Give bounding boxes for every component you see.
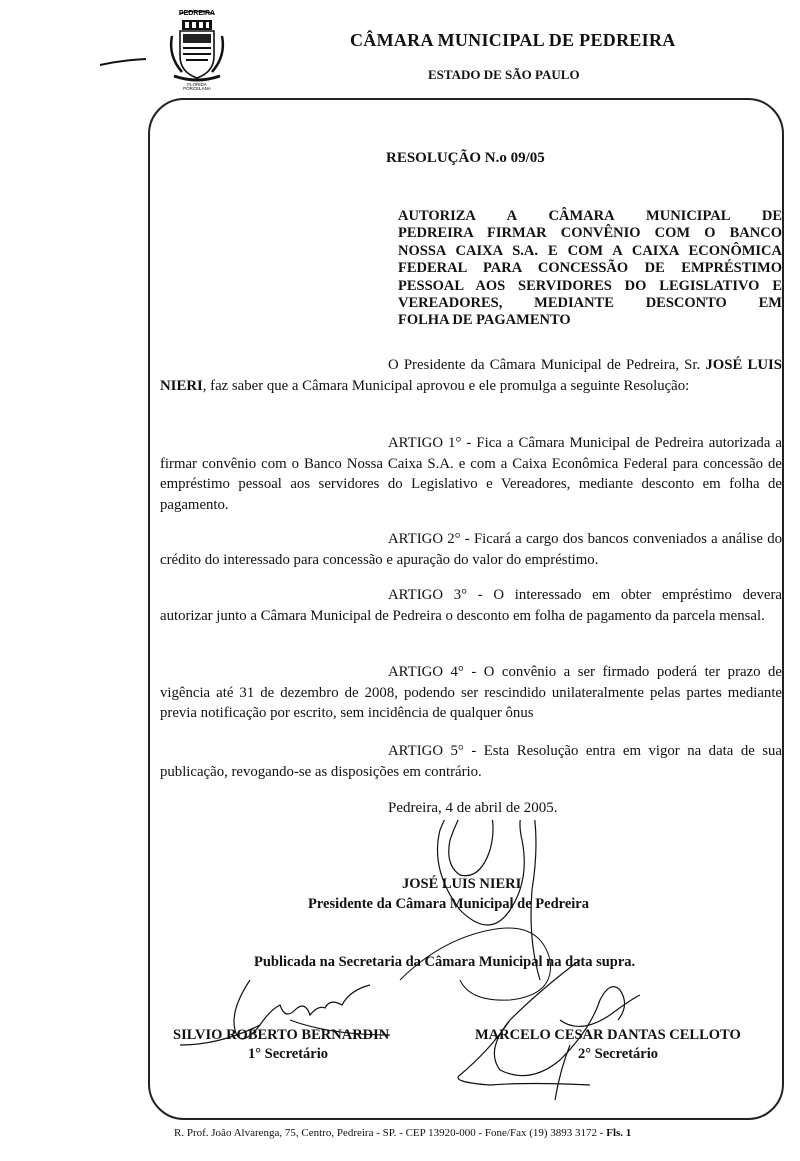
article-4 xyxy=(160,662,782,724)
stray-pen-mark xyxy=(98,56,148,68)
publication-note: Publicada na Secretaria da Câmara Municipal na data supra. xyxy=(254,954,636,970)
article-label: ARTIGO 1° xyxy=(388,435,462,451)
president-role: Presidente da Câmara Municipal de Pedreira xyxy=(308,896,589,912)
article-3 xyxy=(160,585,782,626)
sheet-number: Fls. 1 xyxy=(606,1127,632,1139)
president-name-inline: JOSÉ LUIS NIERI xyxy=(160,357,783,394)
ementa-line: FOLHA DE PAGAMENTO xyxy=(398,312,571,329)
ementa xyxy=(398,208,782,330)
svg-text:PEDREIRA: PEDREIRA xyxy=(178,10,216,17)
ementa-line: PEDREIRA FIRMAR CONVÊNIO COM O BANCO xyxy=(398,225,782,242)
article-5 xyxy=(160,741,782,782)
resolution-title: RESOLUÇÃO N.o 09/05 xyxy=(386,150,545,166)
svg-text:PORCELANA: PORCELANA xyxy=(183,86,211,90)
article-label: ARTIGO 5° xyxy=(388,743,464,759)
article-text: - Esta Resolução entra em vigor na data de sua publicação, revogando-se as disposições em contrário. xyxy=(160,743,782,780)
article-text: - Fica a Câmara Municipal de Pedreira autorizada a firmar convênio com o Banco Nossa Caixa S.A. e com a Caixa Econômica Federal para concessão de empréstimo pessoal aos servidores do Legislativo e Vereadores, mediante desconto em folha de pagamento. xyxy=(160,435,782,513)
article-2 xyxy=(160,529,782,570)
secretary-2-role: 2° Secretário xyxy=(578,1046,659,1062)
ementa-line: AUTORIZA A CÂMARA MUNICIPAL DE xyxy=(398,208,782,224)
footer xyxy=(174,1127,631,1139)
article-1 xyxy=(160,433,782,515)
preamble-start: O Presidente da Câmara Municipal de Pedreira, Sr. xyxy=(388,357,701,373)
header-subtitle: ESTADO DE SÃO PAULO xyxy=(428,67,580,82)
article-label: ARTIGO 2° xyxy=(388,531,461,547)
secretary-1-name: SILVIO ROBERTO BERNARDIN xyxy=(173,1027,390,1043)
ementa-line: VEREADORES, MEDIANTE DESCONTO EM xyxy=(398,295,782,312)
coat-of-arms-logo xyxy=(166,6,228,90)
header-title: CÂMARA MUNICIPAL DE PEDREIRA xyxy=(350,30,676,50)
article-text: - O interessado em obter empréstimo devera autorizar junto a Câmara Municipal de Pedreira o desconto em folha de pagamento da parcela mensal. xyxy=(160,587,782,624)
preamble-rest: , faz saber que a Câmara Municipal aprovou e ele promulga a seguinte Resolução: xyxy=(202,377,690,394)
article-text: - O convênio a ser firmado poderá ter prazo de vigência até 31 de dezembro de 2008, podendo ser rescindido unilateralmente pelas partes mediante previa notificação por escrito, sem incidência de qualquer ônus xyxy=(160,664,782,722)
preamble xyxy=(160,355,782,396)
ementa-line: NOSSA CAIXA S.A. E COM A CAIXA ECONÔMICA xyxy=(398,242,782,259)
document-date: Pedreira, 4 de abril de 2005. xyxy=(388,800,558,816)
article-label: ARTIGO 3° xyxy=(388,587,468,603)
article-text: - Ficará a cargo dos bancos conveniados a análise do crédito do interessado para concessão e apuração do valor do empréstimo. xyxy=(160,531,782,568)
ementa-line: FEDERAL PARA CONCESSÃO DE EMPRÉSTIMO xyxy=(398,260,782,277)
article-label: ARTIGO 4° xyxy=(388,664,464,680)
president-name: JOSÉ LUIS NIERI xyxy=(402,876,522,892)
footer-address: R. Prof. João Alvarenga, 75, Centro, Pedreira - SP. - CEP 13920-000 - Fone/Fax (19) 3893 3172 - xyxy=(174,1127,604,1139)
secretary-1-role: 1° Secretário xyxy=(248,1046,329,1062)
svg-text:FLORIDA: FLORIDA xyxy=(187,82,207,87)
ementa-line: PESSOAL AOS SERVIDORES DO LEGISLATIVO E xyxy=(398,277,782,294)
secretary-2-name: MARCELO CESAR DANTAS CELLOTO xyxy=(475,1027,741,1043)
